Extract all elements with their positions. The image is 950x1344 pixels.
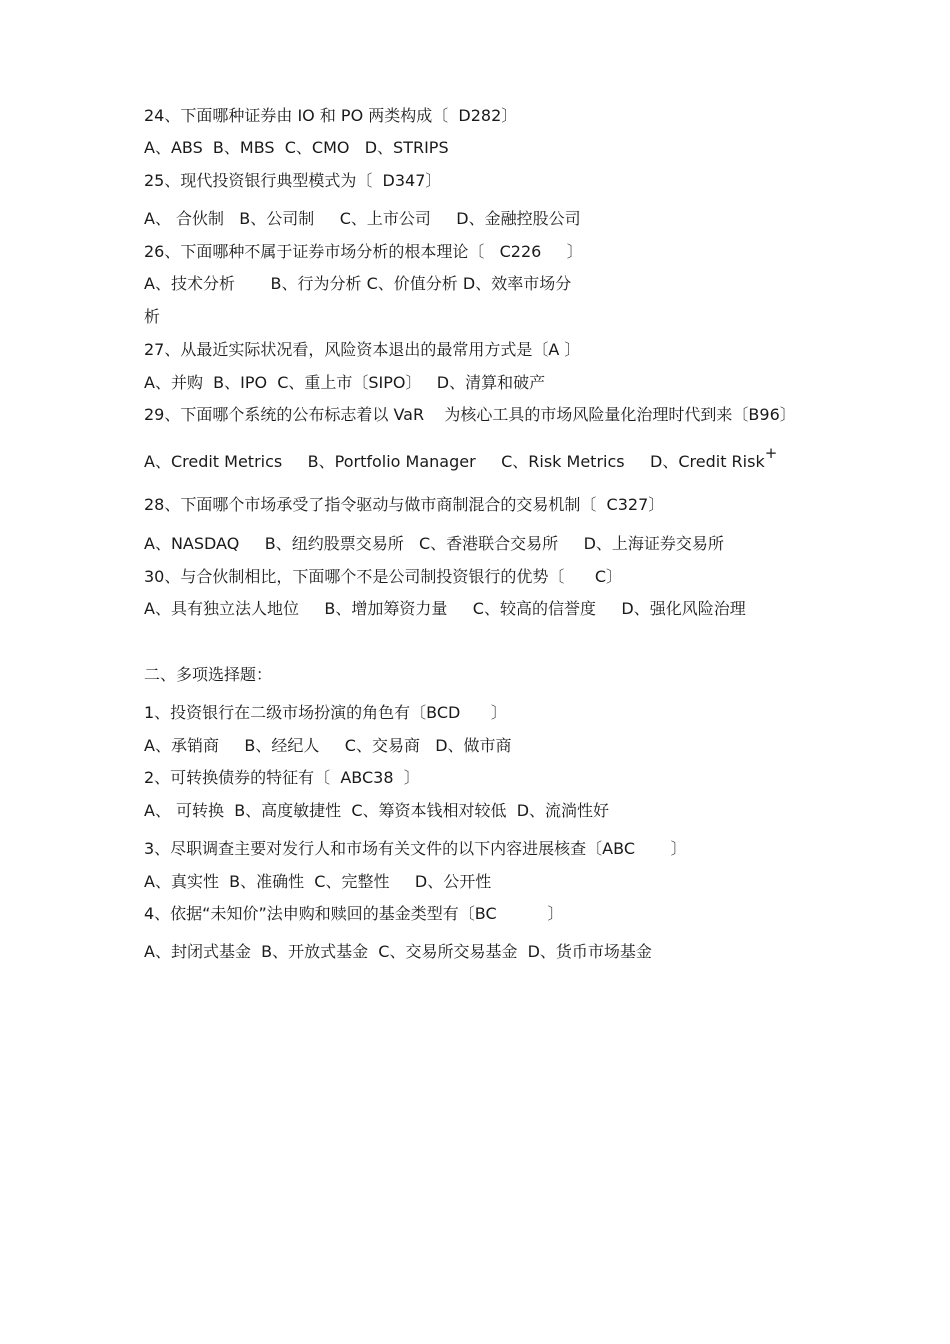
mq3-question: 3、尽职调查主要对发行人和市场有关文件的以下内容进展核查〔ABC 〕 (144, 839, 687, 858)
mq1-options: A、承销商 B、经纪人 C、交易商 D、做市商 (144, 736, 512, 755)
mq4-options: A、封闭式基金 B、开放式基金 C、交易所交易基金 D、货币市场基金 (144, 942, 652, 961)
q27-question: 27、从最近实际状况看，风险资本退出的最常用方式是〔A 〕 (144, 340, 581, 359)
mq4-question: 4、依据“未知价”法申购和赎回的基金类型有〔BC 〕 (144, 904, 564, 923)
q26-options-line1: A、技术分析 B、行为分析 C、价值分析 D、效率市场分 (144, 274, 572, 293)
q30-question: 30、与合伙制相比，下面哪个不是公司制投资银行的优势〔 C〕 (144, 567, 623, 586)
mq2-options: A、 可转换 B、高度敏捷性 C、筹资本钱相对较低 D、流淌性好 (144, 801, 610, 820)
q29-superscript: + (764, 444, 778, 462)
mq2-question: 2、可转换债券的特征有〔 ABC38 〕 (144, 768, 420, 787)
multi-choice-heading: 二、多项选择题： (144, 665, 273, 684)
q28-question: 28、下面哪个市场承受了指令驱动与做市商制混合的交易机制〔 C327〕 (144, 495, 665, 514)
q25-question: 25、现代投资银行典型模式为〔 D347〕 (144, 171, 442, 190)
mq3-options: A、真实性 B、准确性 C、完整性 D、公开性 (144, 872, 492, 891)
q29-options (144, 444, 778, 472)
q25-options: A、 合伙制 B、公司制 C、上市公司 D、金融控股公司 (144, 209, 581, 228)
q27-options: A、并购 B、IPO C、重上市〔SIPO〕 D、清算和破产 (144, 373, 546, 392)
q26-options-line2: 析 (144, 307, 161, 326)
q28-options: A、NASDAQ B、纽约股票交易所 C、香港联合交易所 D、上海证券交易所 (144, 534, 724, 553)
q24-question: 24、下面哪种证券由 IO 和 PO 两类构成〔 D282〕 (144, 106, 518, 125)
q29-options-text: A、Credit Metrics B、Portfolio Manager C、Risk Metrics D、Credit Risk (144, 452, 765, 471)
q29-question: 29、下面哪个系统的公布标志着以 VaR 为核心工具的市场风险量化治理时代到来〔B96〕 (144, 405, 796, 424)
q30-options: A、具有独立法人地位 B、增加筹资力量 C、较高的信誉度 D、强化风险治理 (144, 599, 746, 618)
q24-options: A、ABS B、MBS C、CMO D、STRIPS (144, 138, 449, 157)
q26-question: 26、下面哪种不属于证券市场分析的根本理论〔 C226 〕 (144, 242, 583, 261)
mq1-question: 1、投资银行在二级市场扮演的角色有〔BCD 〕 (144, 703, 507, 722)
